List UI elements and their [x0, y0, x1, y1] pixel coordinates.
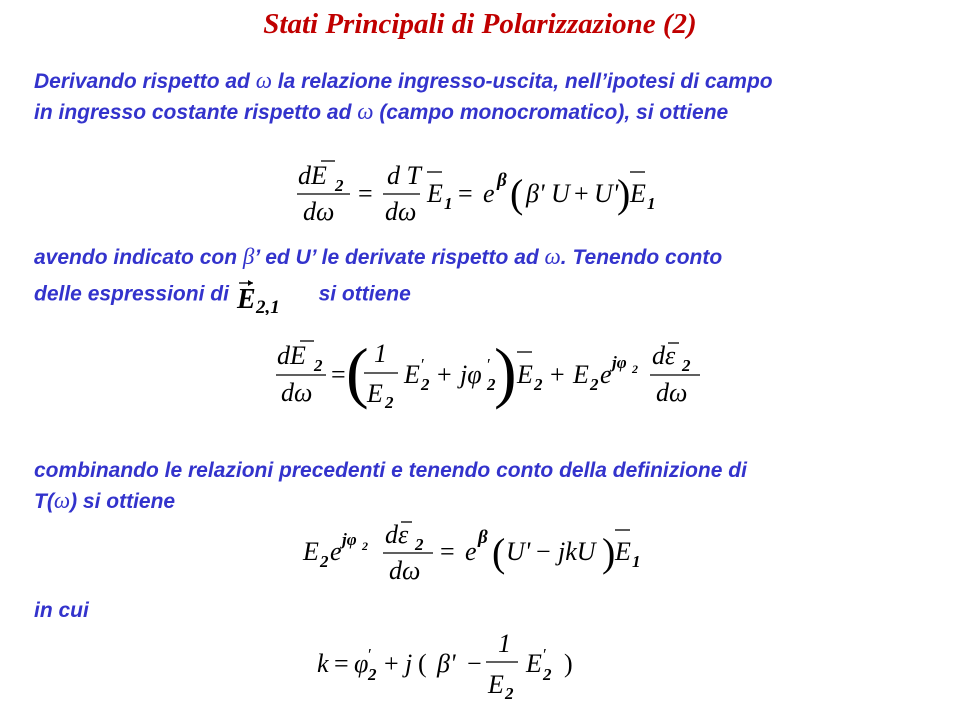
combination-text: T( — [34, 490, 54, 513]
svg-text:2: 2 — [543, 665, 552, 684]
svg-text:): ) — [494, 334, 517, 410]
intro-text: la relazione ingresso-uscita, nell’ipotesi di campo — [271, 70, 773, 93]
svg-text:jφ: jφ — [460, 360, 482, 389]
svg-text:U': U' — [506, 537, 531, 566]
svg-text:E: E — [427, 179, 443, 208]
svg-text:E: E — [573, 360, 589, 389]
svg-text:E: E — [630, 179, 646, 208]
svg-text:=: = — [358, 179, 373, 208]
svg-text:dE: dE — [277, 341, 306, 370]
svg-text:′: ′ — [421, 355, 425, 374]
svg-text:): ) — [602, 530, 616, 575]
svg-text:): ) — [564, 649, 573, 678]
svg-text:2: 2 — [682, 356, 691, 375]
svg-text:−: − — [536, 537, 551, 566]
svg-text:(: ( — [346, 334, 369, 410]
svg-text:β': β' — [437, 649, 456, 678]
svg-text:2: 2 — [335, 176, 344, 195]
svg-text:dE: dE — [298, 161, 327, 190]
svg-text:dω: dω — [303, 197, 335, 226]
svg-text:+: + — [550, 360, 565, 389]
svg-text:′: ′ — [543, 645, 547, 664]
svg-text:β' U: β' U — [526, 179, 570, 208]
svg-text:e: e — [600, 360, 612, 389]
svg-text:E: E — [367, 379, 383, 408]
intro-text: Derivando rispetto ad — [34, 70, 256, 93]
svg-text:=: = — [440, 537, 455, 566]
svg-text:dω: dω — [656, 378, 688, 407]
svg-text:j: j — [405, 649, 413, 678]
svg-text:jφ: jφ — [342, 530, 357, 549]
svg-text:E: E — [526, 649, 542, 678]
svg-text:dω: dω — [281, 378, 313, 407]
intro-text: (campo monocromatico), si ottiene — [373, 101, 729, 124]
derivatives-text: delle espressioni di — [34, 282, 235, 306]
svg-text:k: k — [317, 649, 329, 678]
svg-text:dω: dω — [385, 197, 417, 226]
svg-text:E: E — [303, 537, 319, 566]
derivatives-text: ’ ed U’ le derivate rispetto ad — [254, 246, 545, 269]
svg-text:): ) — [617, 171, 631, 216]
svg-text:−: − — [467, 649, 482, 678]
svg-text:e: e — [483, 179, 495, 208]
svg-text:=: = — [334, 649, 349, 678]
svg-text:β: β — [497, 170, 507, 191]
svg-text:′: ′ — [368, 645, 372, 664]
svg-text:E: E — [404, 360, 420, 389]
svg-text:2: 2 — [314, 356, 323, 375]
svg-text:1: 1 — [498, 629, 511, 658]
svg-text:2: 2 — [368, 665, 377, 684]
svg-text:2: 2 — [534, 375, 543, 394]
svg-text:=: = — [331, 360, 346, 389]
intro-text: in ingresso costante rispetto ad — [34, 101, 358, 124]
svg-text:1: 1 — [374, 339, 387, 368]
omega-symbol: ω — [544, 244, 561, 269]
combination-text: ) si ottiene — [70, 490, 176, 513]
svg-text:dω: dω — [389, 556, 421, 585]
svg-text:E: E — [517, 360, 533, 389]
in-cui-label: in cui — [34, 599, 89, 622]
svg-text:(: ( — [418, 649, 427, 678]
svg-text:E: E — [615, 537, 631, 566]
derivatives-text: si ottiene — [312, 282, 411, 306]
svg-text:E: E — [236, 284, 256, 315]
svg-text:2,1: 2,1 — [255, 297, 280, 315]
omega-symbol: ω — [357, 99, 374, 124]
svg-text:2: 2 — [590, 375, 599, 394]
svg-text:=: = — [458, 179, 473, 208]
svg-text:(: ( — [492, 530, 506, 575]
omega-symbol: ω — [255, 68, 272, 93]
svg-text:E: E — [488, 670, 504, 699]
beta-symbol: β — [242, 244, 255, 269]
slide-title: Stati Principali di Polarizzazione (2) — [263, 8, 697, 40]
svg-text:2: 2 — [505, 684, 514, 703]
svg-text:dε: dε — [385, 520, 409, 549]
svg-text:2: 2 — [632, 362, 638, 376]
omega-symbol: ω — [53, 488, 71, 513]
svg-text:U': U' — [594, 179, 619, 208]
svg-text:dε: dε — [652, 341, 676, 370]
svg-text:′: ′ — [487, 355, 491, 374]
svg-text:2: 2 — [385, 393, 394, 412]
svg-text:1: 1 — [647, 194, 656, 213]
svg-text:2: 2 — [415, 535, 424, 554]
svg-text:1: 1 — [444, 194, 453, 213]
svg-text:+: + — [384, 649, 399, 678]
svg-text:2: 2 — [487, 375, 496, 394]
svg-text:+: + — [437, 360, 452, 389]
combination-line-1: combinando le relazioni precedenti e tenendo conto della definizione di — [34, 459, 747, 482]
svg-text:φ: φ — [354, 649, 369, 678]
svg-text:jφ: jφ — [612, 353, 627, 372]
svg-text:d T: d T — [387, 161, 421, 190]
svg-text:2: 2 — [421, 375, 430, 394]
svg-text:2: 2 — [320, 552, 329, 571]
derivatives-text: . Tenendo conto — [560, 246, 723, 269]
svg-text:(: ( — [510, 171, 524, 216]
derivatives-text: avendo indicato con — [34, 246, 243, 269]
svg-text:+: + — [574, 179, 589, 208]
svg-text:1: 1 — [632, 552, 641, 571]
svg-text:e: e — [465, 537, 477, 566]
svg-text:e: e — [330, 537, 342, 566]
svg-text:jkU: jkU — [558, 537, 596, 566]
svg-text:β: β — [478, 527, 488, 548]
svg-text:2: 2 — [362, 539, 368, 553]
